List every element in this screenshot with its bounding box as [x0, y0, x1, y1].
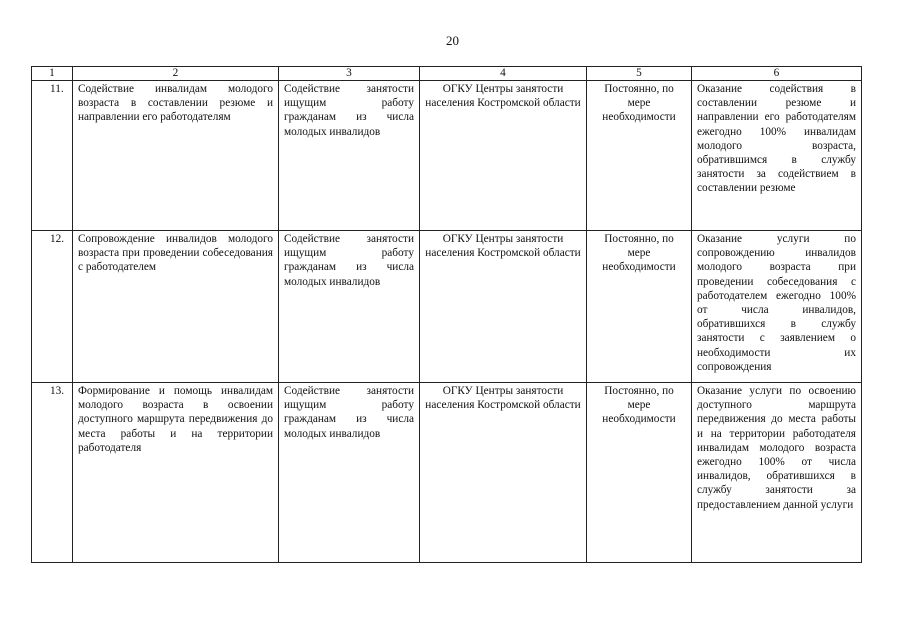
result-cell: Оказание услуги по освоению доступного маршрута передвижения до места работы и на территории работодателя инвалидам молодого возраста ежегодно 100% от числа инвалидов, обратившихся в службу занятости за предоставлением данной услуги — [692, 383, 862, 563]
table-header-row — [32, 67, 862, 81]
term-cell: Постоянно, по мере необходимости — [587, 383, 692, 563]
purpose-cell: Содействие занятости ищущим работу гражданам из числа молодых инвалидов — [279, 383, 420, 563]
page-number: 20 — [446, 33, 459, 48]
table-row — [32, 383, 862, 563]
column-header: 5 — [587, 67, 692, 81]
row-number: 12. — [32, 231, 73, 383]
result-cell: Оказание услуги по сопровождению инвалидов молодого возраста при проведении собеседования с работодателем ежегодно 100% от числа инвалидов, обратившихся в службу занятости с заявлением о необходимости их сопровождения — [692, 231, 862, 383]
measure-cell: Содействие инвалидам молодого возраста в составлении резюме и направлении его работодателям — [73, 81, 279, 231]
executor-cell: ОГКУ Центры занятости населения Костромской области — [420, 383, 587, 563]
column-header: 3 — [279, 67, 420, 81]
table-row — [32, 231, 862, 383]
row-number: 13. — [32, 383, 73, 563]
term-cell: Постоянно, по мере необходимости — [587, 81, 692, 231]
purpose-cell: Содействие занятости ищущим работу гражданам из числа молодых инвалидов — [279, 231, 420, 383]
column-header: 1 — [32, 67, 73, 81]
column-header: 6 — [692, 67, 862, 81]
row-number: 11. — [32, 81, 73, 231]
column-header: 2 — [73, 67, 279, 81]
column-header: 4 — [420, 67, 587, 81]
result-cell: Оказание содействия в составлении резюме и направлении его работодателям ежегодно 100% инвалидам молодого возраста, обратившимся в службу занятости за содействием в составлении резюме — [692, 81, 862, 231]
purpose-cell: Содействие занятости ищущим работу гражданам из числа молодых инвалидов — [279, 81, 420, 231]
term-cell: Постоянно, по мере необходимости — [587, 231, 692, 383]
measures-table — [31, 66, 862, 563]
executor-cell: ОГКУ Центры занятости населения Костромской области — [420, 231, 587, 383]
measure-cell: Сопровождение инвалидов молодого возраста при проведении собеседования с работодателем — [73, 231, 279, 383]
table-row — [32, 81, 862, 231]
measure-cell: Формирование и помощь инвалидам молодого возраста в освоении доступного маршрута передвижения до места работы и на территории работодателя — [73, 383, 279, 563]
executor-cell: ОГКУ Центры занятости населения Костромской области — [420, 81, 587, 231]
